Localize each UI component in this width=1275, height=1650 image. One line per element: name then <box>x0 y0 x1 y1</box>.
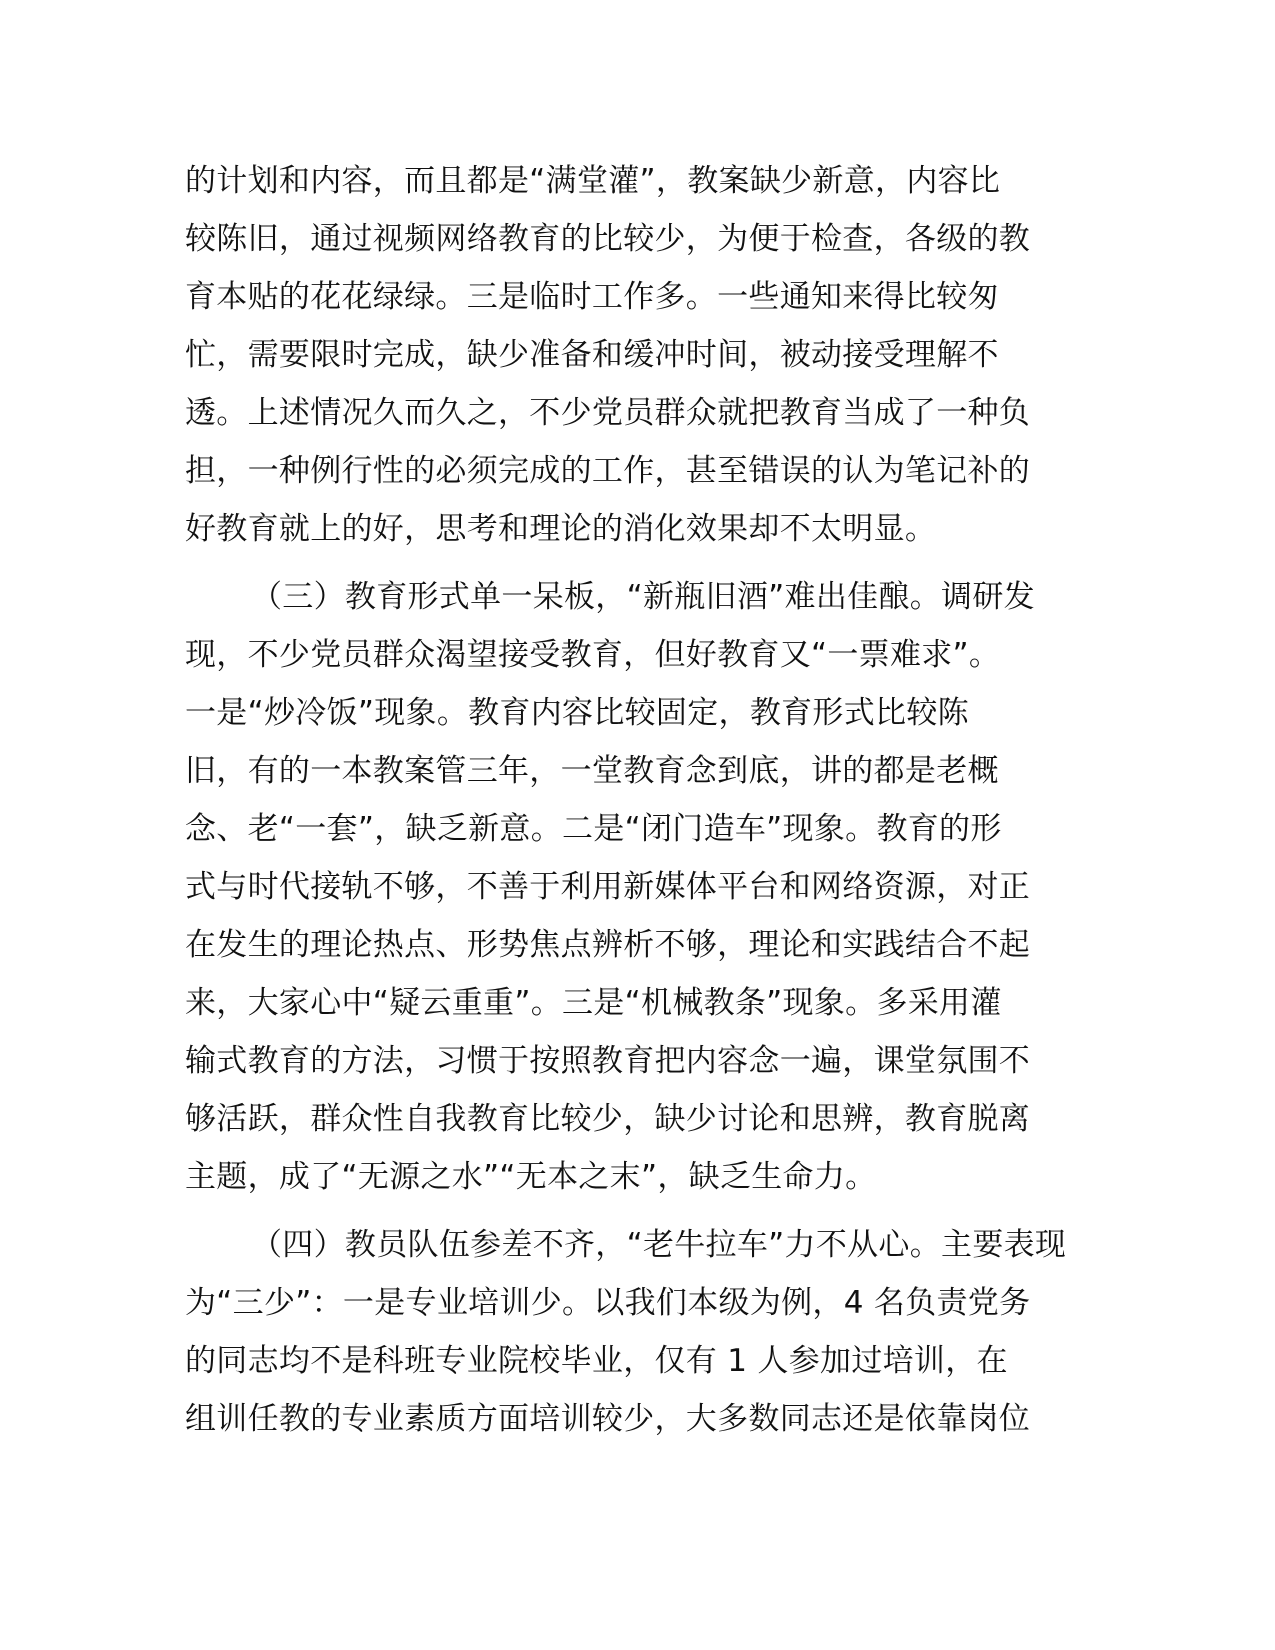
text-line: 在发生的理论热点、形势焦点辨析不够，理论和实践结合不起 <box>185 927 1031 963</box>
text-line: 的计划和内容，而且都是“满堂灌”，教案缺少新意，内容比 <box>185 163 1001 199</box>
text-line: 组训任教的专业素质方面培训较少，大多数同志还是依靠岗位 <box>185 1401 1031 1437</box>
section-heading-line: （四）教员队伍参差不齐，“老牛拉车”力不从心。主要表现 <box>251 1227 1067 1263</box>
paragraph-continuation <box>185 152 1085 558</box>
text-line: 来，大家心中“疑云重重”。三是“机械教条”现象。多采用灌 <box>185 985 1002 1021</box>
paragraph-gap <box>185 1206 1085 1216</box>
paragraph-section-4 <box>185 1216 1085 1448</box>
text-line: 较陈旧，通过视频网络教育的比较少，为便于检查，各级的教 <box>185 221 1031 257</box>
text-line: 够活跃，群众性自我教育比较少，缺少讨论和思辨，教育脱离 <box>185 1101 1031 1137</box>
text-line: 输式教育的方法，习惯于按照教育把内容念一遍，课堂氛围不 <box>185 1043 1031 1079</box>
document-body <box>185 152 1085 1448</box>
text-line: 为“三少”：一是专业培训少。以我们本级为例，4 名负责党务 <box>185 1285 1031 1321</box>
text-line: 担，一种例行性的必须完成的工作，甚至错误的认为笔记补的 <box>185 453 1031 489</box>
text-line: 式与时代接轨不够，不善于利用新媒体平台和网络资源，对正 <box>185 869 1031 905</box>
text-line: 念、老“一套”，缺乏新意。二是“闭门造车”现象。教育的形 <box>185 811 1002 847</box>
text-line: 透。上述情况久而久之，不少党员群众就把教育当成了一种负 <box>185 395 1031 431</box>
text-line: 现，不少党员群众渴望接受教育，但好教育又“一票难求”。 <box>185 637 1001 673</box>
paragraph-section-3 <box>185 568 1085 1206</box>
text-line: 一是“炒冷饭”现象。教育内容比较固定，教育形式比较陈 <box>185 695 969 731</box>
text-line: 好教育就上的好，思考和理论的消化效果却不太明显。 <box>185 511 937 547</box>
text-line: 忙，需要限时完成，缺少准备和缓冲时间，被动接受理解不 <box>185 337 999 373</box>
section-heading-line: （三）教育形式单一呆板，“新瓶旧酒”难出佳酿。调研发 <box>251 579 1035 615</box>
text-line: 的同志均不是科班专业院校毕业，仅有 1 人参加过培训，在 <box>185 1343 1008 1379</box>
text-line: 主题，成了“无源之水”“无本之末”，缺乏生命力。 <box>185 1159 877 1195</box>
paragraph-gap <box>185 558 1085 568</box>
text-line: 旧，有的一本教案管三年，一堂教育念到底，讲的都是老概 <box>185 753 999 789</box>
text-line: 育本贴的花花绿绿。三是临时工作多。一些通知来得比较匆 <box>185 279 999 315</box>
